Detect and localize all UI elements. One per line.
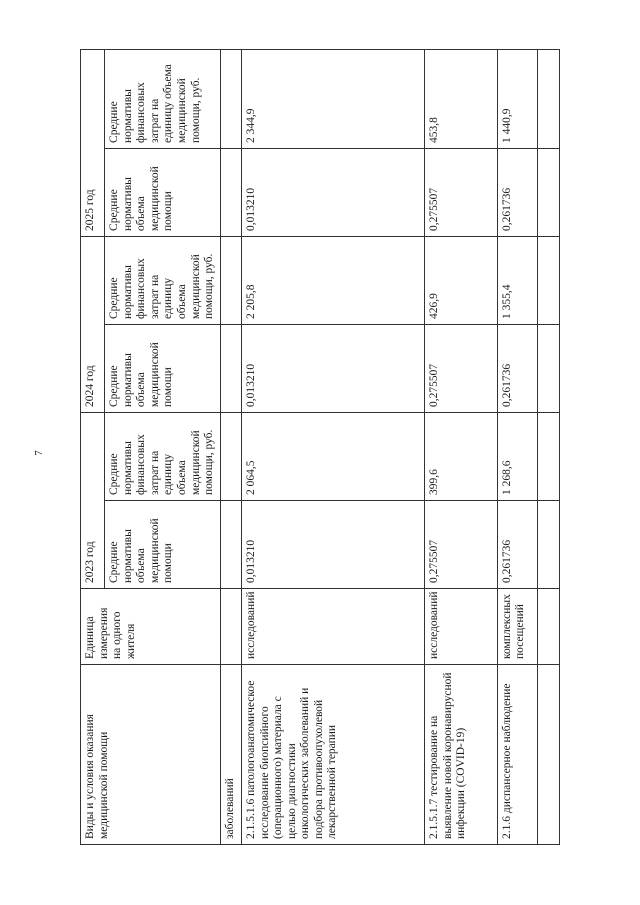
header-year-2025: 2025 год: [81, 49, 105, 236]
header-unit: Единица измерения на одного жителя: [81, 589, 221, 665]
value-volume-2024: 0,013210: [242, 324, 425, 412]
header-type: Виды и условия оказания медицинской помощи: [81, 665, 221, 845]
value-cost-2025: 453,8: [425, 49, 497, 148]
row-unit: исследований: [242, 589, 425, 665]
row-name: 2.1.5.1.7 тестирование на выявление новой коронавирусной инфекции (COVID-19): [425, 665, 497, 845]
rotated-table-wrapper: [80, 60, 560, 845]
table-row-empty: [537, 49, 559, 844]
table-row: [242, 49, 425, 844]
header-volume-2025: Средние нормативы объема медицинской помощи: [105, 148, 221, 236]
table-row: [425, 49, 497, 844]
value-volume-2025: 0,013210: [242, 148, 425, 236]
value-cost-2024: 1 355,4: [497, 236, 537, 324]
value-cost-2023: 2 064,5: [242, 412, 425, 500]
value-cost-2025: 1 440,9: [497, 49, 537, 148]
value-volume-2024: 0,261736: [497, 324, 537, 412]
value-volume-2023: 0,275507: [425, 501, 497, 589]
header-cost-2023: Средние нормативы финансовых затрат на единицу объема медицинской помощи, руб.: [105, 412, 221, 500]
value-volume-2023: 0,013210: [242, 501, 425, 589]
row-unit: комплексных посещений: [497, 589, 537, 665]
value-cost-2024: 426,9: [425, 236, 497, 324]
value-cost-2025: 2 344,9: [242, 49, 425, 148]
value-cost-2023: 399,6: [425, 412, 497, 500]
value-volume-2024: 0,275507: [425, 324, 497, 412]
value-cost-2024: 2 205,8: [242, 236, 425, 324]
value-volume-2025: 0,261736: [497, 148, 537, 236]
continuation-text: заболеваний: [221, 665, 242, 845]
row-unit: исследований: [425, 589, 497, 665]
row-name: 2.1.6 диспансерное наблюдение: [497, 665, 537, 845]
page-number: 7: [32, 450, 45, 456]
value-volume-2023: 0,261736: [497, 501, 537, 589]
header-volume-2023: Средние нормативы объема медицинской помощи: [105, 501, 221, 589]
value-cost-2023: 1 268,6: [497, 412, 537, 500]
value-volume-2025: 0,275507: [425, 148, 497, 236]
header-volume-2024: Средние нормативы объема медицинской помощи: [105, 324, 221, 412]
header-year-2024: 2024 год: [81, 236, 105, 412]
header-cost-2025: Средние нормативы финансовых затрат на единицу объема медицинской помощи, руб.: [105, 49, 221, 148]
header-year-2023: 2023 год: [81, 412, 105, 588]
table-row-continuation: [221, 49, 242, 844]
row-name: 2.1.5.1.6 патологоанатомическое исследование биопсийного (операционного) материала с целью диагностики онкологических заболеваний и подбора противоопухолевой лекарственной терапии: [242, 665, 425, 845]
medical-norms-table: [80, 49, 560, 845]
header-cost-2024: Средние нормативы финансовых затрат на единицу объема медицинской помощи, руб.: [105, 236, 221, 324]
table-row: [497, 49, 537, 844]
